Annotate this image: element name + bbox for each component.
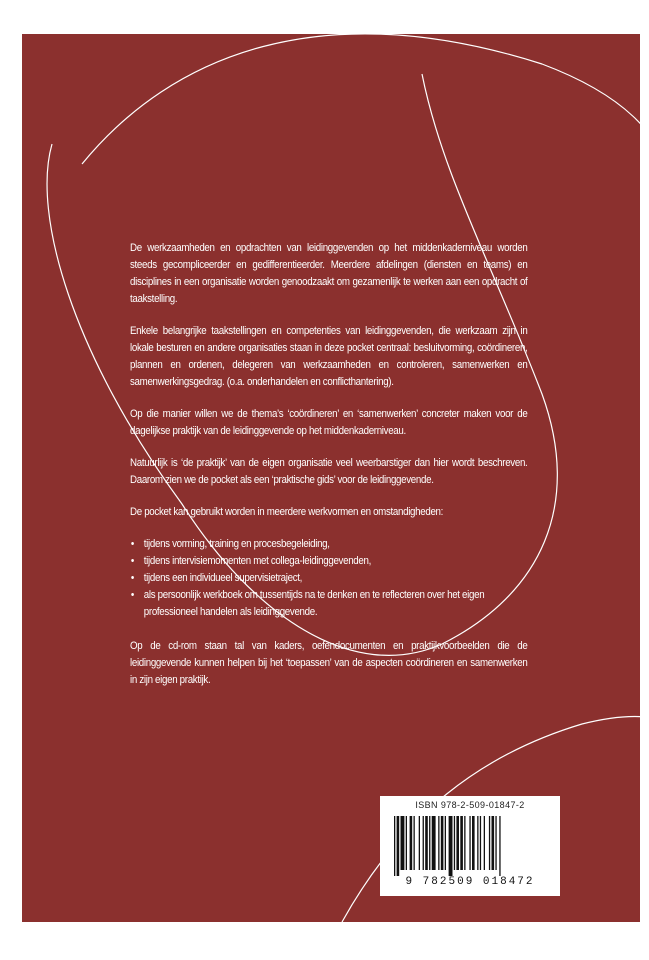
list-item: • tijdens intervisiemomenten met collega-leidinggevenden, [130, 553, 527, 570]
paragraph: De pocket kan gebruikt worden in meerdere werkvormen en omstandigheden: [130, 506, 444, 518]
barcode-bar [414, 816, 415, 870]
isbn-label: ISBN 978-2-509-01847-2 [415, 800, 525, 810]
barcode-bar [445, 816, 446, 870]
barcode-bar [464, 816, 465, 870]
barcode-bar [492, 816, 495, 870]
barcode-bar [429, 816, 430, 870]
barcode-bar [432, 816, 436, 870]
barcode-bar [425, 816, 428, 870]
barcode-bar [480, 816, 481, 870]
barcode-bar [419, 816, 420, 870]
barcode-bar [438, 816, 439, 870]
barcode-bars [394, 816, 546, 876]
barcode-bar [460, 816, 463, 870]
paragraph: Op die manier willen we de thema’s ‘coördineren’ en ‘samenwerken’ concreter maken voor de dagelijkse praktijk van de leidinggevende op het middenkaderniveau. [130, 408, 528, 437]
barcode-bar [477, 816, 478, 870]
back-cover [22, 34, 640, 922]
closing-paragraph: Op de cd-rom staan tal van kaders, oefendocumenten en praktijkvoorbeelden die de leidinggevende kunnen helpen bij het ‘toepassen’ van de aspecten coördineren en samenwerken in zijn eigen praktijk. [130, 640, 528, 686]
barcode-bar [489, 816, 490, 870]
barcode-bar [472, 816, 475, 870]
usage-list [130, 536, 527, 621]
list-item: • tijdens een individueel supervisietraject, [130, 570, 527, 587]
paragraph: De werkzaamheden en opdrachten van leidinggevenden op het middenkaderniveau worden steeds gecompliceerder en gedifferentieerder. Meerdere afdelingen (diensten en teams) en disciplines in een organisatie worden genoodzaakt om gezamenlijk te werken aan een opdracht of taakstelling. [130, 242, 528, 305]
barcode-bar [469, 816, 470, 870]
barcode-bar [454, 816, 455, 870]
barcode-bar [456, 816, 459, 870]
list-item: • als persoonlijk werkboek om tussentijds na te denken en te reflecteren over het eigen professioneel handelen als leidinggevende. [130, 587, 527, 621]
barcode-bar [484, 816, 485, 870]
barcode-bar [394, 816, 395, 876]
paragraph: Enkele belangrijke taakstellingen en competenties van leidinggevenden, die werkzaam zijn in lokale besturen en andere organisaties staan in deze pocket centraal: besluitvorming, coördineren, plannen en ordenen, delegeren van werkzaamheden en controleren, samenwerken en samenwerkingsgedrag. (o.a. onderhandelen en conflicthantering). [130, 325, 528, 388]
cover-text [130, 240, 527, 704]
ean-digits: 9 782509 018472 [405, 876, 535, 888]
barcode-bar [410, 816, 413, 870]
barcode [380, 796, 560, 896]
barcode-bar [495, 816, 496, 870]
barcode-bar [441, 816, 444, 870]
barcode-bar [401, 816, 405, 870]
barcode-bar [423, 816, 424, 870]
barcode-bar [449, 816, 453, 876]
paragraph: Natuurlijk is ‘de praktijk’ van de eigen organisatie veel weerbarstiger dan hier wordt beschreven. Daarom zien we de pocket als een ‘praktische gids’ voor de leidinggevende. [130, 457, 528, 486]
barcode-bar [397, 816, 400, 876]
list-item: • tijdens vorming, training en procesbegeleiding, [130, 536, 527, 553]
barcode-bar [406, 816, 407, 870]
barcode-bar [499, 816, 500, 876]
